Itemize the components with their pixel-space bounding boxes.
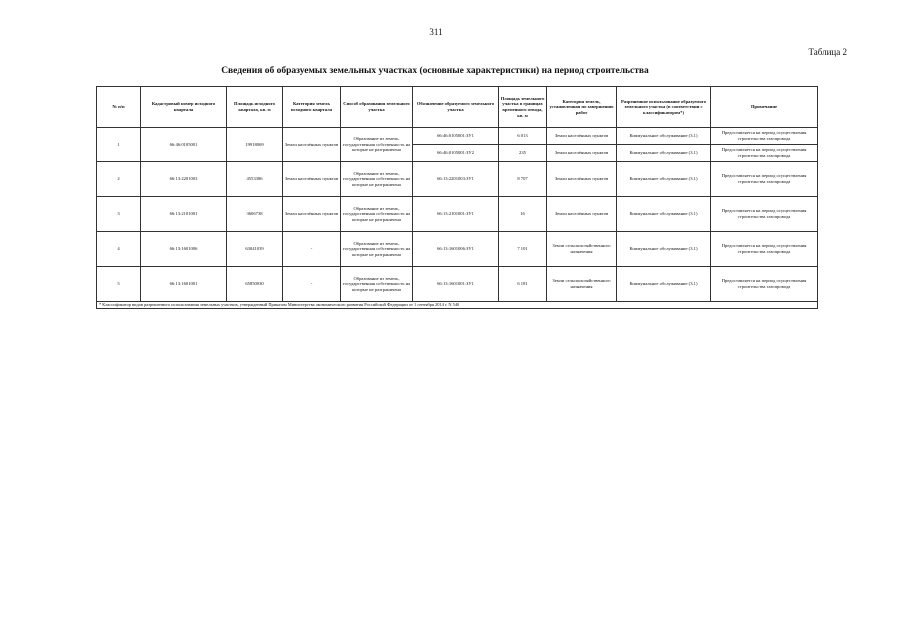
permitted-use: Коммунальное обслуживание (3.1): [617, 197, 711, 232]
header-source-area: Площадь исходного квартала, кв. м: [227, 87, 283, 128]
final-category: Земли сельскохозяйственного назначения: [547, 267, 617, 302]
footnote: * Классификатор видов разрешенного использования земельных участков, утвержденный Приказом Министерства экономического развития Российской Федерации от 1 сентября 2014 г. N 540: [97, 302, 818, 309]
formation-method: Образование из земель, государственная собственность на которые не разграничена: [341, 197, 413, 232]
source-area: 63041039: [227, 232, 283, 267]
footnote-row: [97, 302, 818, 309]
plot-designation: 66:13:2101001:ЗУ1: [413, 197, 499, 232]
table-row: [97, 267, 818, 302]
header-note: Примечание: [711, 87, 818, 128]
note: Предоставляется на период осуществления строительства газопровода: [711, 232, 818, 267]
table-row: [97, 197, 818, 232]
cadastral-number: 66:13:1601006: [141, 232, 227, 267]
header-number: № п/п: [97, 87, 141, 128]
plot-designation: 66:13:2201003:ЗУ1: [413, 162, 499, 197]
plot-area: 6 013: [499, 128, 547, 145]
permitted-use: Коммунальное обслуживание (3.1): [617, 267, 711, 302]
note: Предоставляется на период осуществления строительства газопровода: [711, 145, 818, 162]
formation-method: Образование из земель, государственная собственность на которые не разграничена: [341, 128, 413, 162]
source-area: 3606738: [227, 197, 283, 232]
row-number: 1: [97, 128, 141, 162]
row-number: 2: [97, 162, 141, 197]
cadastral-number: 66:13:1601001: [141, 267, 227, 302]
final-category: Земли населённых пунктов: [547, 162, 617, 197]
formation-method: Образование из земель, государственная собственность на которые не разграничена: [341, 267, 413, 302]
note: Предоставляется на период осуществления строительства газопровода: [711, 162, 818, 197]
source-category: Земли населённых пунктов: [283, 162, 341, 197]
final-category: Земли населённых пунктов: [547, 197, 617, 232]
final-category: Земли населённых пунктов: [547, 128, 617, 145]
plot-area: 235: [499, 145, 547, 162]
header-final-category: Категория земель, установленная по завершению работ: [547, 87, 617, 128]
row-number: 3: [97, 197, 141, 232]
plot-area: 6 181: [499, 267, 547, 302]
plot-designation: 66:13:1601001:ЗУ1: [413, 267, 499, 302]
header-permitted-use: Разрешенное использование образуемого земельного участка (в соответствии с классификатором*): [617, 87, 711, 128]
source-area: 19918069: [227, 128, 283, 162]
final-category: Земли сельскохозяйственного назначения: [547, 232, 617, 267]
permitted-use: Коммунальное обслуживание (3.1): [617, 162, 711, 197]
formation-method: Образование из земель, государственная собственность на которые не разграничена: [341, 232, 413, 267]
source-category: -: [283, 267, 341, 302]
header-designation: Обозначение образуемого земельного участка: [413, 87, 499, 128]
formation-method: Образование из земель, государственная собственность на которые не разграничена: [341, 162, 413, 197]
cadastral-number: 66:13:2201003: [141, 162, 227, 197]
table-header-row: [97, 87, 818, 128]
header-plot-area: Площадь земельного участка в границах временного отвода, кв. м: [499, 87, 547, 128]
source-category: Земли населённых пунктов: [283, 128, 341, 162]
plot-designation: 66:46:0105001:ЗУ1: [413, 128, 499, 145]
row-number: 4: [97, 232, 141, 267]
permitted-use: Коммунальное обслуживание (3.1): [617, 128, 711, 145]
plot-designation: 66:13:1601006:ЗУ1: [413, 232, 499, 267]
plot-designation: 66:46:0105001:ЗУ2: [413, 145, 499, 162]
source-area: 4553386: [227, 162, 283, 197]
table-row: [97, 162, 818, 197]
plot-area: 8 707: [499, 162, 547, 197]
cadastral-number: 66:13:2101001: [141, 197, 227, 232]
table-row: [97, 232, 818, 267]
header-method: Способ образования земельного участка: [341, 87, 413, 128]
permitted-use: Коммунальное обслуживание (3.1): [617, 232, 711, 267]
note: Предоставляется на период осуществления строительства газопровода: [711, 197, 818, 232]
header-source-category: Категория земель исходного квартала: [283, 87, 341, 128]
table-label: Таблица 2: [808, 47, 847, 57]
document-title: Сведения об образуемых земельных участках (основные характеристики) на период строительства: [221, 66, 649, 76]
plot-area: 7 101: [499, 232, 547, 267]
header-cadastral: Кадастровый номер исходного квартала: [141, 87, 227, 128]
source-category: -: [283, 232, 341, 267]
source-area: 65850030: [227, 267, 283, 302]
note: Предоставляется на период осуществления строительства газопровода: [711, 128, 818, 145]
final-category: Земли населённых пунктов: [547, 145, 617, 162]
cadastral-number: 66:46:0105001: [141, 128, 227, 162]
note: Предоставляется на период осуществления строительства газопровода: [711, 267, 818, 302]
land-plots-table: [96, 86, 818, 309]
row-number: 5: [97, 267, 141, 302]
plot-area: 16: [499, 197, 547, 232]
table-row: [97, 128, 818, 145]
page-number: 311: [429, 27, 443, 37]
source-category: Земли населённых пунктов: [283, 197, 341, 232]
permitted-use: Коммунальное обслуживание (3.1): [617, 145, 711, 162]
